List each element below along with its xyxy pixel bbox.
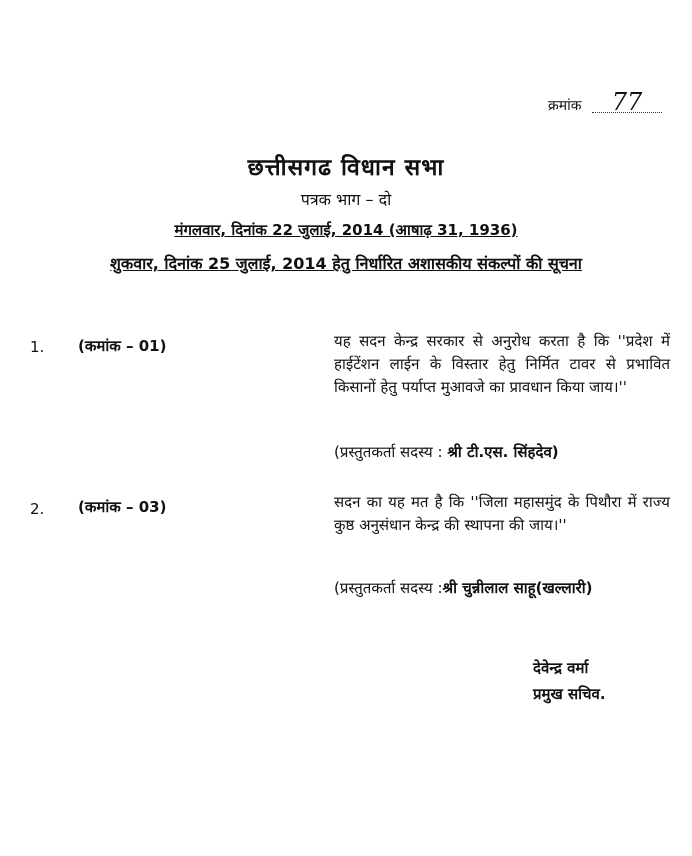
presenter-line <box>334 578 592 598</box>
serial-label: क्रमांक <box>548 98 582 114</box>
notice-heading <box>0 252 692 274</box>
presenter-name: श्री चुन्नीलाल साहू(खल्लारी) <box>442 579 593 597</box>
presenter-name: श्री टी.एस. सिंहदेव) <box>447 443 559 461</box>
presenter-line <box>334 442 559 462</box>
resolution-text: सदन का यह मत है कि ''जिला महासमुंद के पिथौरा में राज्य कुष्ठ अनुसंधान केन्द्र की स्थापना की जाय।'' <box>334 493 670 534</box>
document-subtitle: पत्रक भाग – दो <box>300 190 392 209</box>
assembly-title: छत्तीसगढ विधान सभा <box>247 155 445 181</box>
signatory-designation: प्रमुख सचिव. <box>533 685 606 703</box>
date-text: मंगलवार, दिनांक 22 जुलाई, 2014 (आषाढ़ 31, 1936) <box>174 221 518 239</box>
date-line <box>0 220 692 240</box>
presenter-label: (प्रस्तुतकर्ता सदस्य : <box>334 443 448 461</box>
notice-text: शुकवार, दिनांक 25 जुलाई, 2014 हेतु निर्धारित अशासकीय संकल्पों की सूचना <box>110 254 582 273</box>
item-index: 1. <box>30 338 45 356</box>
item-reference: (कमांक – 03) <box>78 498 167 516</box>
presenter-label: (प्रस्तुतकर्ता सदस्य : <box>334 579 443 597</box>
resolution-text: यह सदन केन्द्र सरकार से अनुरोध करता है कि ''प्रदेश में हाईटेंशन लाईन के विस्तार हेतु निर्मित टावर से प्रभावित किसानों हेतु पर्याप्त मुआवजे का प्रावधान किया जाय।'' <box>334 332 670 396</box>
serial-number <box>548 88 662 116</box>
item-reference: (कमांक – 01) <box>78 337 167 355</box>
signatory-name: देवेन्द्र वर्मा <box>533 659 589 677</box>
item-index: 2. <box>30 500 45 518</box>
serial-handwritten-number: 77 <box>592 92 662 113</box>
